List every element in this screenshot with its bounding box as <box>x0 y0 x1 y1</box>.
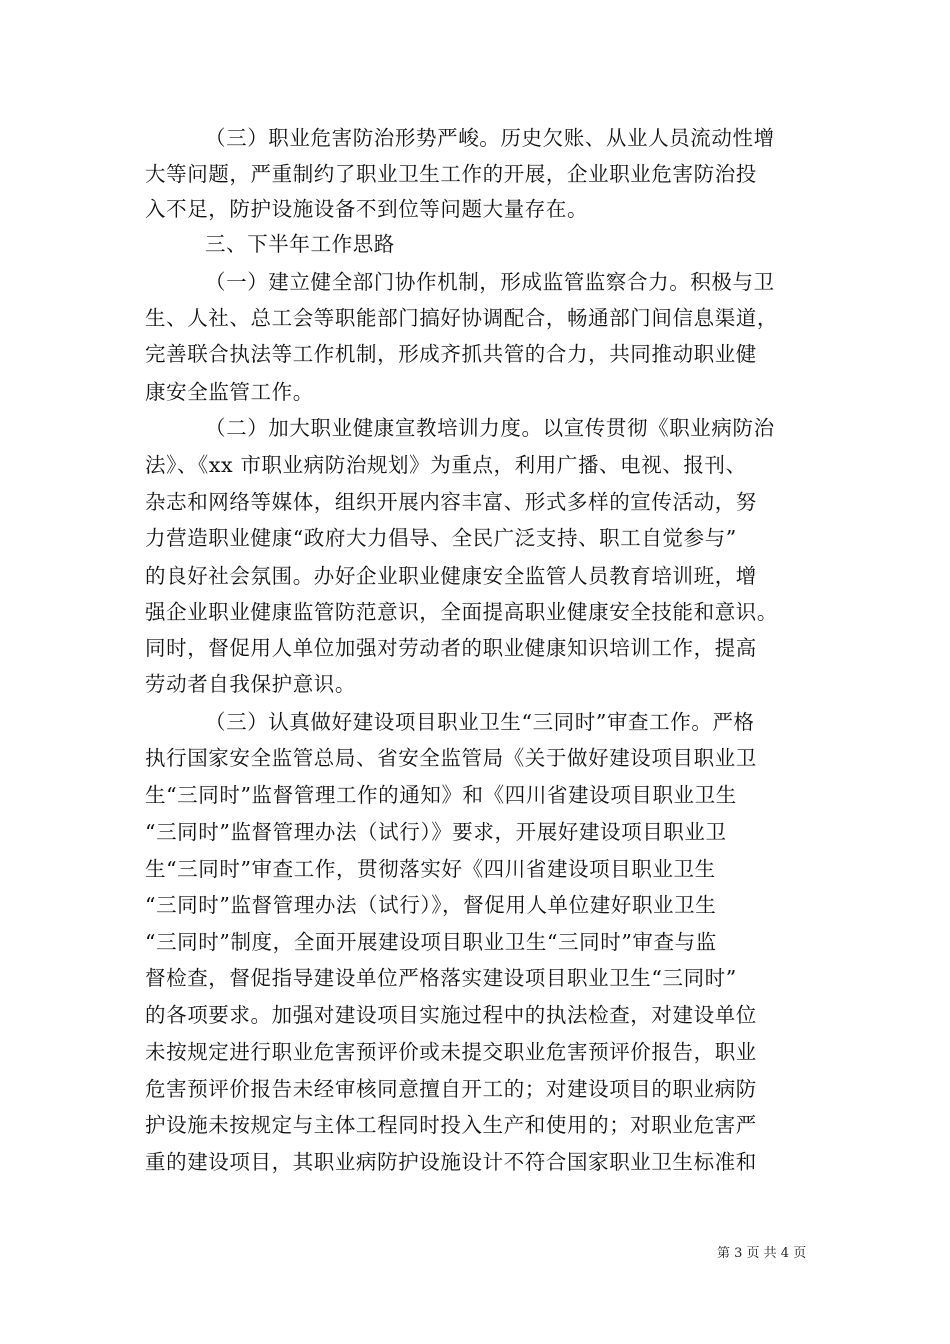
text-line: 入不足，防护设施设备不到位等问题大量存在。 <box>145 197 589 221</box>
text-line: 杂志和网络等媒体，组织开展内容丰富、形式多样的宣传活动，努 <box>145 490 757 514</box>
page-number: 第 3 页 共 4 页 <box>717 1246 807 1261</box>
text-line: 执行国家安全监管总局、省安全监管局《关于做好建设项目职业卫 <box>145 746 757 770</box>
text-line: “三同时”监督管理办法（试行）》，督促用人单位建好职业卫生 <box>145 893 717 917</box>
text-line: （三）认真做好建设项目职业卫生“三同时”审查工作。严格 <box>205 710 755 734</box>
text-line: 劳动者自我保护意识。 <box>145 672 356 696</box>
text-line: 生“三同时”监督管理工作的通知》和《四川省建设项目职业卫生 <box>145 783 737 807</box>
text-line: 危害预评价报告未经审核同意擅自开工的；对建设项目的职业病防 <box>145 1077 757 1101</box>
text-line: 生、人社、总工会等职能部门搞好协调配合，畅通部门间信息渠道， <box>145 306 778 330</box>
text-line: 力营造职业健康“政府大力倡导、全民广泛支持、职工自觉参与” <box>145 526 737 550</box>
text-line: 同时，督促用人单位加强对劳动者的职业健康知识培训工作，提高 <box>145 636 757 660</box>
text-line: 未按规定进行职业危害预评价或未提交职业危害预评价报告，职业 <box>145 1040 757 1064</box>
text-line: （二）加大职业健康宣教培训力度。以宣传贯彻《职业病防治 <box>205 416 775 440</box>
text-line: 完善联合执法等工作机制，形成齐抓共管的合力，共同推动职业健 <box>145 342 757 366</box>
section-heading: 三、下半年工作思路 <box>205 232 395 256</box>
text-line: 重的建设项目，其职业病防护设施设计不符合国家职业卫生标准和 <box>145 1150 757 1174</box>
text-line: 督检查，督促指导建设单位严格落实建设项目职业卫生“三同时” <box>145 966 737 990</box>
text-line: 大等问题，严重制约了职业卫生工作的开展，企业职业危害防治投 <box>145 162 757 186</box>
text-line: “三同时”监督管理办法（试行）》要求，开展好建设项目职业卫 <box>145 820 727 844</box>
text-line: （三）职业危害防治形势严峻。历史欠账、从业人员流动性增 <box>205 126 775 150</box>
text-line: 生“三同时”审查工作，贯彻落实好《四川省建设项目职业卫生 <box>145 857 716 881</box>
text-line: （一）建立健全部门协作机制，形成监管监察合力。积极与卫 <box>205 270 775 294</box>
text-line: 法》、《xx 市职业病防治规划》为重点，利用广播、电视、报刊、 <box>145 453 747 477</box>
text-line: 的各项要求。加强对建设项目实施过程中的执法检查，对建设单位 <box>145 1003 757 1027</box>
text-line: 护设施未按规定与主体工程同时投入生产和使用的；对职业危害严 <box>145 1113 757 1137</box>
text-line: 康安全监管工作。 <box>145 380 314 404</box>
text-line: 强企业职业健康监管防范意识，全面提高职业健康安全技能和意识。 <box>145 600 778 624</box>
text-line: 的良好社会氛围。办好企业职业健康安全监管人员教育培训班，增 <box>145 564 757 588</box>
text-line: “三同时”制度，全面开展建设项目职业卫生“三同时”审查与监 <box>145 930 717 954</box>
